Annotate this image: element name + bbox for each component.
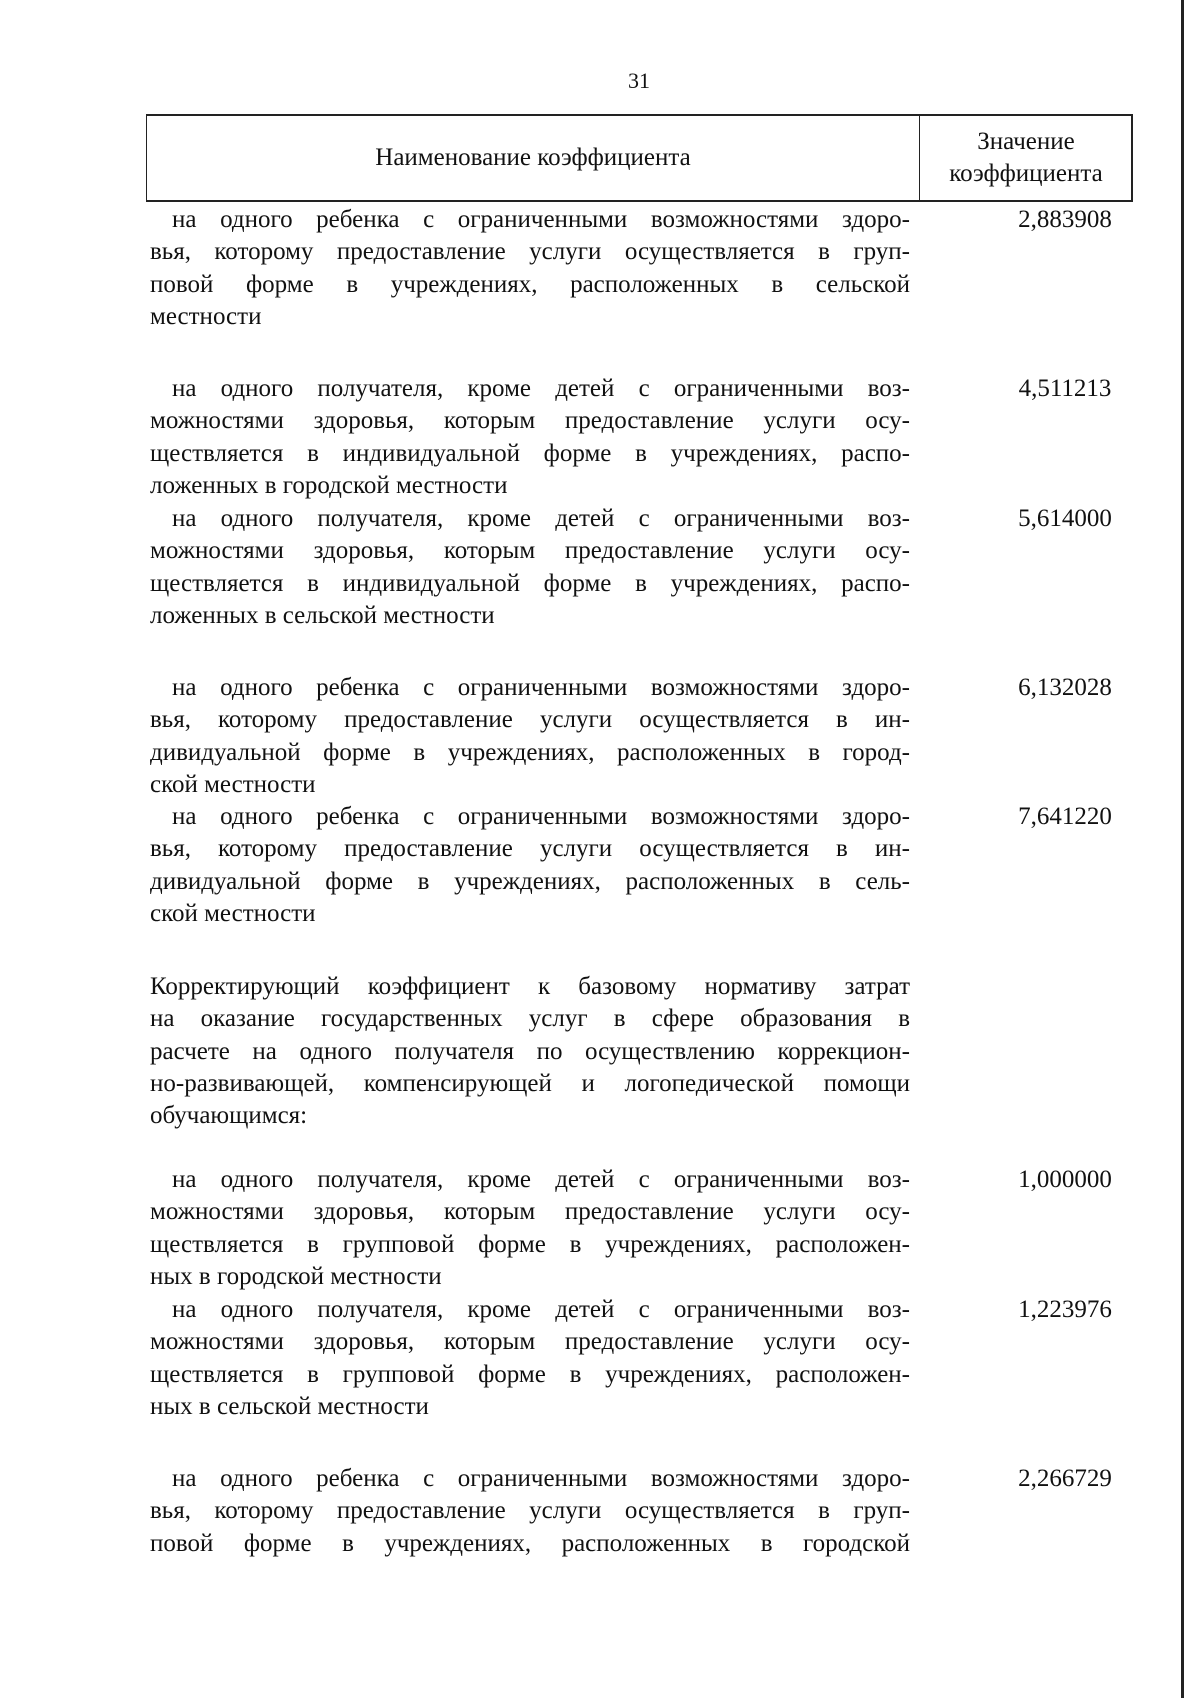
description-line: на одного получателя, кроме детей с ограниченными воз- bbox=[172, 1296, 910, 1323]
description-line: дивидуальной форме в учреждениях, расположенных в город- bbox=[150, 738, 910, 766]
description-line: можностями здоровья, которым предоставление услуги осу- bbox=[150, 1328, 910, 1356]
description-line: ществляется в индивидуальной форме в учреждениях, распо- bbox=[150, 439, 910, 467]
column-header-value bbox=[920, 116, 1132, 200]
page-edge-line bbox=[1181, 0, 1184, 1698]
description-line: на одного получателя, кроме детей с ограниченными воз- bbox=[172, 375, 910, 402]
description-line: ществляется в групповой форме в учреждениях, расположен- bbox=[150, 1360, 910, 1388]
description-line: вья, которому предоставление услуги осуществляется в груп- bbox=[150, 238, 910, 266]
coefficient-description bbox=[150, 1294, 910, 1423]
description-line: ществляется в индивидуальной форме в учреждениях, распо- bbox=[150, 569, 910, 597]
description-line: ществляется в групповой форме в учреждениях, расположен- bbox=[150, 1230, 910, 1258]
coefficient-value: 5,614000 bbox=[1018, 505, 1112, 532]
page-number: 31 bbox=[628, 68, 650, 93]
description-line: обучающимся: bbox=[150, 1102, 308, 1130]
description-line: местности bbox=[150, 302, 262, 330]
description-line: повой форме в учреждениях, расположенных в сельской bbox=[150, 270, 910, 298]
description-line: на оказание государственных услуг в сфере образования в bbox=[150, 1005, 910, 1033]
description-line: ложенных в сельской местности bbox=[150, 601, 495, 629]
description-line: вья, которому предоставление услуги осуществляется в груп- bbox=[150, 1497, 910, 1525]
description-line: но-развивающей, компенсирующей и логопедической помощи bbox=[150, 1069, 910, 1097]
description-line: Корректирующий коэффициент к базовому нормативу затрат bbox=[150, 973, 910, 1000]
table-header bbox=[146, 114, 1133, 202]
description-line: ных в сельской местности bbox=[150, 1392, 429, 1420]
description-line: на одного получателя, кроме детей с ограниченными воз- bbox=[172, 505, 910, 532]
coefficient-description bbox=[150, 672, 910, 801]
description-line: дивидуальной форме в учреждениях, расположенных в сель- bbox=[150, 867, 910, 895]
coefficient-description bbox=[150, 801, 910, 930]
description-line: вья, которому предоставление услуги осуществляется в ин- bbox=[150, 706, 910, 734]
coefficient-description bbox=[150, 1463, 910, 1560]
coefficient-value: 4,511213 bbox=[1018, 375, 1112, 402]
description-line: ской местности bbox=[150, 770, 316, 798]
coefficient-value: 1,000000 bbox=[1018, 1166, 1112, 1193]
description-line: расчете на одного получателя по осуществлению коррекцион- bbox=[150, 1037, 910, 1065]
coefficient-value: 6,132028 bbox=[1018, 674, 1112, 701]
description-line: ных в городской местности bbox=[150, 1262, 442, 1290]
coefficient-description bbox=[150, 971, 910, 1132]
description-line: на одного получателя, кроме детей с ограниченными воз- bbox=[172, 1166, 910, 1193]
description-line: на одного ребенка с ограниченными возможностями здоро- bbox=[172, 803, 910, 830]
coefficient-value: 1,223976 bbox=[1018, 1296, 1112, 1323]
coefficient-description bbox=[150, 503, 910, 632]
coefficient-value: 2,883908 bbox=[1018, 206, 1112, 233]
column-header-value-line1: Значение bbox=[977, 128, 1075, 155]
description-line: на одного ребенка с ограниченными возможностями здоро- bbox=[172, 674, 910, 701]
description-line: вья, которому предоставление услуги осуществляется в ин- bbox=[150, 835, 910, 863]
description-line: ложенных в городской местности bbox=[150, 471, 508, 499]
coefficient-description bbox=[150, 373, 910, 502]
description-line: можностями здоровья, которым предоставление услуги осу- bbox=[150, 1198, 910, 1226]
coefficient-value: 7,641220 bbox=[1018, 803, 1112, 830]
coefficient-value: 2,266729 bbox=[1018, 1465, 1112, 1492]
description-line: ской местности bbox=[150, 899, 316, 927]
description-line: можностями здоровья, которым предоставление услуги осу- bbox=[150, 537, 910, 565]
column-header-value-line2: коэффициента bbox=[949, 160, 1103, 187]
description-line: можностями здоровья, которым предоставление услуги осу- bbox=[150, 407, 910, 435]
description-line: повой форме в учреждениях, расположенных в городской bbox=[150, 1529, 910, 1557]
column-header-name: Наименование коэффициента bbox=[147, 116, 920, 200]
description-line: на одного ребенка с ограниченными возможностями здоро- bbox=[172, 206, 910, 233]
coefficient-description bbox=[150, 1164, 910, 1293]
description-line: на одного ребенка с ограниченными возможностями здоро- bbox=[172, 1465, 910, 1492]
coefficient-description bbox=[150, 204, 910, 333]
